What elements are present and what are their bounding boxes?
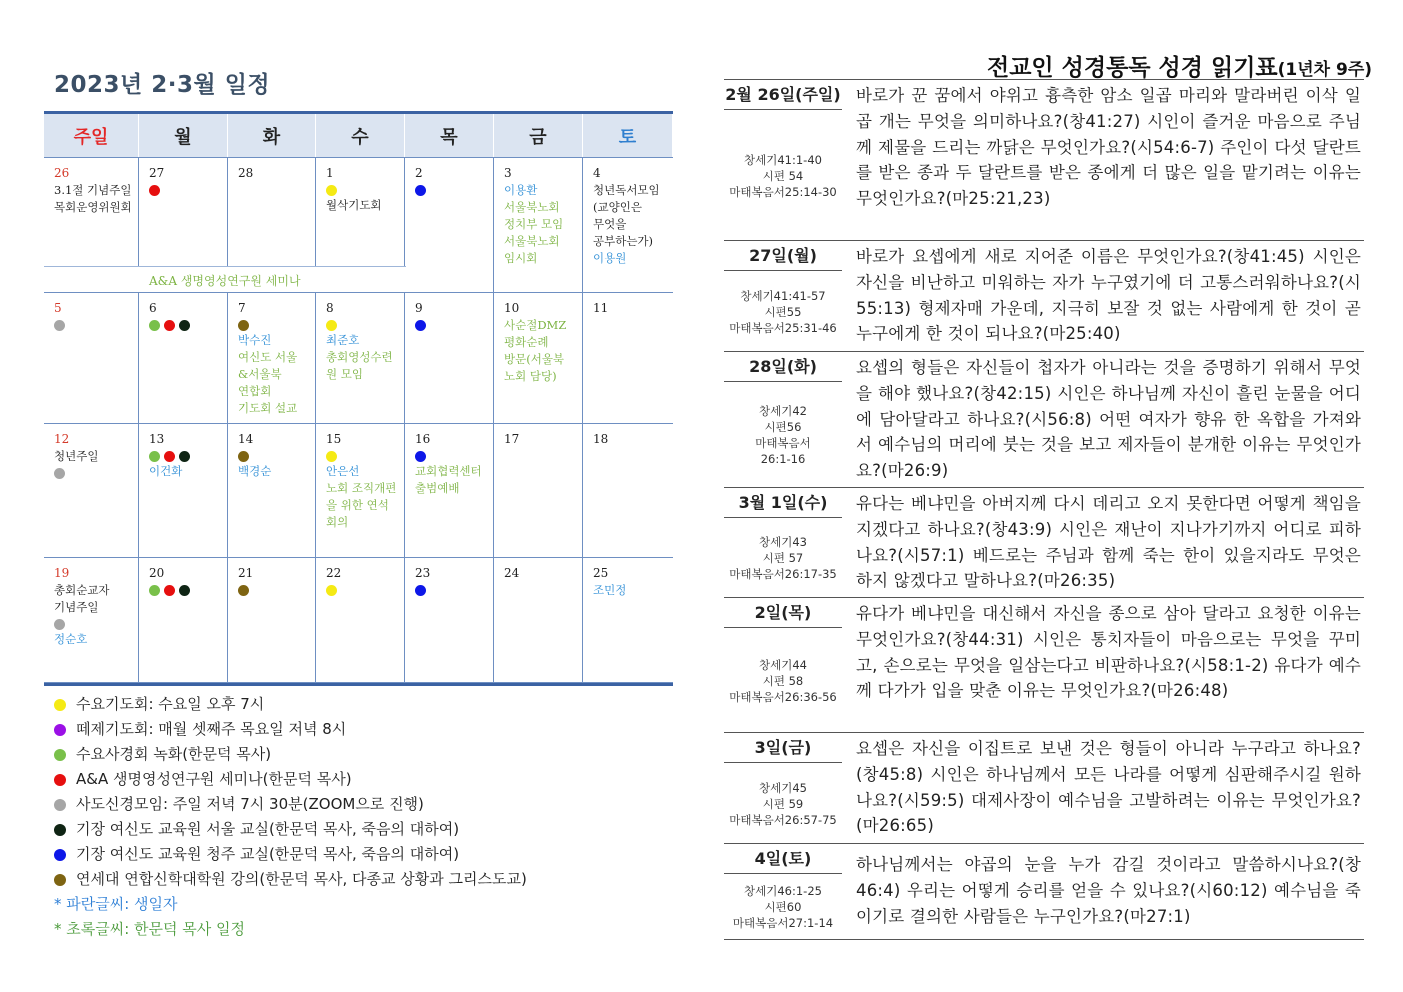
event-note: 목회운영위원회	[54, 200, 132, 214]
event-dot-red	[164, 585, 175, 596]
legend-dot-brown	[54, 874, 66, 886]
calendar-day-cell[interactable]	[405, 158, 494, 292]
event-note: 원 모임	[326, 367, 363, 381]
event-note: 이용원	[593, 251, 627, 265]
legend-label: 떼제기도회: 매월 셋째주 목요일 저녁 8시	[76, 720, 347, 738]
event-note: 월삭기도회	[326, 198, 382, 212]
day-number: 17	[504, 432, 520, 446]
calendar-day-cell[interactable]	[228, 158, 316, 266]
reading-entry-refs	[724, 152, 842, 200]
event-dots	[54, 618, 138, 630]
event-dot-black	[179, 320, 190, 331]
event-dot-gray	[54, 619, 65, 630]
legend-label: 수요사경회 녹화(한문덕 목사)	[76, 745, 272, 763]
calendar-weekday-header	[44, 114, 673, 158]
event-dots	[326, 319, 404, 331]
day-number: 26	[54, 166, 70, 180]
weekday-header-4: 목	[405, 114, 494, 157]
event-dots	[238, 450, 315, 462]
event-dot-brown	[238, 451, 249, 462]
day-number: 15	[326, 432, 342, 446]
seminar-band: A&A 생명영성연구원 세미나	[44, 266, 406, 292]
calendar-day-cell[interactable]	[494, 158, 583, 292]
legend-dot-red	[54, 774, 66, 786]
event-dots	[415, 450, 493, 462]
event-note: 노회 조직개편	[326, 481, 397, 495]
event-note: 기념주일	[54, 600, 99, 614]
event-dots	[149, 319, 227, 331]
weekday-header-2: 화	[228, 114, 316, 157]
event-note: (교양인은	[593, 200, 642, 214]
weekday-header-5: 금	[494, 114, 583, 157]
event-note: 회의	[326, 515, 349, 529]
calendar-day-cell[interactable]	[139, 293, 228, 423]
reading-entry	[724, 844, 1364, 940]
reading-ref: 26:1-16	[760, 452, 806, 466]
calendar-day-cell[interactable]	[405, 558, 494, 682]
legend-dot-gray	[54, 799, 66, 811]
calendar-day-cell[interactable]	[228, 293, 316, 423]
reading-ref: 마태복음서26:36-56	[729, 689, 837, 704]
day-number: 6	[149, 301, 157, 315]
legend-item	[54, 742, 527, 767]
reading-ref: 마태복음서25:31-46	[729, 320, 837, 335]
calendar-day-cell[interactable]	[405, 293, 494, 423]
legend-dot-green	[54, 749, 66, 761]
legend-label: 기장 여신도 교육원 청주 교실(한문덕 목사, 죽음의 대하여)	[76, 845, 460, 863]
calendar-week-2	[44, 293, 673, 424]
reading-ref: 시편56	[764, 420, 802, 434]
event-dots	[326, 450, 404, 462]
event-dot-yellow	[326, 585, 337, 596]
day-number: 12	[54, 432, 70, 446]
calendar-week-4	[44, 558, 673, 683]
reading-entry-refs	[724, 534, 842, 582]
legend-item	[54, 717, 527, 742]
calendar-day-cell[interactable]	[494, 424, 583, 557]
legend-note: * 초록글씨: 한문덕 목사 일정	[54, 920, 246, 938]
event-note: 연합회	[238, 384, 272, 398]
reading-ref: 시편55	[764, 304, 802, 319]
reading-entry-date: 3일(금)	[724, 733, 842, 763]
event-note: 총회영성수련	[326, 350, 393, 364]
reading-entry-date: 27일(월)	[724, 241, 842, 271]
calendar-day-cell[interactable]	[44, 293, 139, 423]
reading-entry-question: 유다는 베냐민을 아버지께 다시 데리고 오지 못한다면 어떻게 책임을 지겠다고 하나요?(창43:9) 시인은 재난이 지나가기까지 어디로 피하나요?(시57:1) 베드로는 주님과 함께 죽는 한이 있을지라도 무엇은 하지 않겠다고 말하나요?(마26:35)	[856, 494, 1361, 591]
event-dot-red	[164, 320, 175, 331]
reading-ref: 시편 58	[762, 673, 804, 688]
reading-entry	[724, 733, 1364, 844]
event-note: 공부하는가)	[593, 234, 654, 248]
event-note: 안은선	[326, 464, 360, 478]
day-number: 16	[415, 432, 431, 446]
calendar-day-cell[interactable]	[44, 558, 139, 682]
reading-ref: 마태복음서26:17-35	[729, 567, 837, 581]
event-dot-green	[149, 451, 160, 462]
calendar-day-cell[interactable]	[139, 158, 228, 266]
reading-entry	[724, 598, 1364, 733]
legend-dot-blue	[54, 849, 66, 861]
event-note: 서울북노회	[504, 200, 560, 214]
event-dot-gray	[54, 468, 65, 479]
event-note: 총회순교자	[54, 583, 110, 597]
reading-entry-refs	[724, 657, 842, 705]
reading-entry-date: 3월 1일(수)	[724, 488, 842, 518]
calendar-day-cell[interactable]	[494, 558, 583, 682]
event-note: 정순호	[54, 632, 88, 646]
event-dots	[415, 184, 493, 196]
reading-entry-question: 바로가 요셉에게 새로 지어준 이름은 무엇인가요?(창41:45) 시인은 자신을 비난하고 미워하는 자가 누구였기에 더 고통스러워하나요?(시55:13) 형제자매 가운데, 지극히 보잘 것 없는 사람에게 한 것이 곧 누구에게 한 것이 되나요?(마25:40)	[856, 247, 1361, 344]
event-note: 평화순례	[504, 335, 549, 349]
legend-dot-yellow	[54, 699, 66, 711]
reading-entry	[724, 488, 1364, 598]
reading-plan-subtitle: (1년차 9주)	[1277, 60, 1373, 80]
reading-entry-refs	[724, 288, 842, 336]
event-note: 이건화	[149, 464, 183, 478]
legend-label: 연세대 연합신학대학원 강의(한문덕 목사, 다종교 상황과 그리스도교)	[76, 870, 527, 888]
calendar-grid	[44, 158, 673, 686]
event-note: 3.1절 기념주일	[54, 183, 132, 197]
day-number: 13	[149, 432, 165, 446]
event-note: 최준호	[326, 333, 360, 347]
event-note: 서울북노회	[504, 234, 560, 248]
calendar-day-cell[interactable]	[494, 293, 583, 423]
weekday-header-3: 수	[316, 114, 405, 157]
reading-entry-question: 요셉은 자신을 이집트로 보낸 것은 형들이 아니라 누구라고 하나요?(창45:8) 시인은 하나님께서 모든 나라를 어떻게 심판해주시길 원하나요?(시59:5) 대제사장이 예수님을 고발하려는 이유는 무엇인가요?(마26:65)	[856, 739, 1361, 836]
reading-ref: 마태복음서27:1-14	[732, 916, 834, 930]
calendar-week-3	[44, 424, 673, 558]
event-dot-brown	[238, 320, 249, 331]
reading-entry-date: 4일(토)	[724, 844, 842, 874]
day-number: 23	[415, 566, 431, 580]
reading-ref: 창세기44	[759, 657, 807, 672]
reading-ref: 창세기41:1-40	[744, 152, 822, 167]
day-number: 21	[238, 566, 254, 580]
reading-ref: 시편 57	[762, 551, 804, 565]
day-number: 20	[149, 566, 165, 580]
reading-ref: 시편 59	[762, 796, 804, 811]
legend-dot-black	[54, 824, 66, 836]
reading-ref: 창세기45	[759, 780, 807, 795]
reading-entry-refs	[724, 883, 842, 931]
reading-ref: 창세기42	[759, 404, 807, 418]
event-note: 노회 담당)	[504, 369, 557, 383]
event-dot-brown	[238, 585, 249, 596]
reading-entry	[724, 80, 1364, 241]
calendar	[44, 111, 673, 686]
event-dot-red	[149, 185, 160, 196]
reading-ref: 창세기43	[759, 535, 807, 549]
reading-entry	[724, 352, 1364, 488]
legend-label: 사도신경모임: 주일 저녁 7시 30분(ZOOM으로 진행)	[76, 795, 424, 813]
day-number: 2	[415, 166, 423, 180]
day-number: 5	[54, 301, 62, 315]
legend-item	[54, 817, 527, 842]
event-note: 을 위한 연석	[326, 498, 389, 512]
legend-item	[54, 692, 527, 717]
day-number: 4	[593, 166, 601, 180]
event-dots	[415, 584, 493, 596]
day-number: 28	[238, 166, 254, 180]
legend-item	[54, 867, 527, 892]
event-dots	[149, 450, 227, 462]
event-note: &서울북	[238, 367, 282, 381]
calendar-day-cell[interactable]	[228, 424, 316, 557]
event-note: 여신도 서울	[238, 350, 298, 364]
legend	[54, 692, 527, 942]
event-dots	[54, 467, 138, 479]
event-note: 무엇을	[593, 217, 627, 231]
legend-item	[54, 842, 527, 867]
event-dot-blue	[415, 320, 426, 331]
legend-note: * 파란글씨: 생일자	[54, 895, 178, 913]
event-note: 사순절DMZ	[504, 318, 567, 332]
reading-ref: 시편 54	[762, 168, 804, 183]
day-number: 18	[593, 432, 609, 446]
event-note: 이용환	[504, 183, 538, 197]
day-number: 14	[238, 432, 254, 446]
event-dot-green	[149, 585, 160, 596]
reading-ref: 창세기41:41-57	[740, 288, 826, 303]
calendar-day-cell[interactable]	[583, 424, 673, 557]
day-number: 25	[593, 566, 609, 580]
event-dots	[326, 184, 404, 196]
weekday-header-1: 월	[139, 114, 228, 157]
event-dots	[149, 584, 227, 596]
event-dot-gray	[54, 320, 65, 331]
event-dots	[238, 584, 315, 596]
event-note: 기도회 설교	[238, 401, 298, 415]
reading-entry-question: 요셉의 형들은 자신들이 첩자가 아니라는 것을 증명하기 위해서 무엇을 해야 했나요?(창42:15) 시인은 하나님께 자신이 흘린 눈물을 어디에 담아달라고 하나요?(시56:8) 어떤 여자가 향유 한 옥합을 가져와서 예수님의 머리에 붓는 것을 보고 제자들이 분개한 이유는 무엇인가요?(마26:9)	[856, 358, 1361, 481]
calendar-day-cell[interactable]	[44, 158, 139, 266]
reading-entry-refs	[724, 403, 842, 467]
reading-entry-refs	[724, 780, 842, 828]
day-number: 11	[593, 301, 609, 315]
event-dots	[238, 319, 315, 331]
event-dots	[326, 584, 404, 596]
reading-entry	[724, 241, 1364, 352]
event-dots	[149, 184, 227, 196]
event-dot-black	[179, 451, 190, 462]
calendar-day-cell[interactable]	[316, 293, 405, 423]
calendar-day-cell[interactable]	[139, 558, 228, 682]
day-number: 8	[326, 301, 334, 315]
reading-ref: 창세기46:1-25	[744, 884, 822, 898]
event-dot-black	[179, 585, 190, 596]
reading-entry-question: 하나님께서는 야곱의 눈을 누가 감길 것이라고 말씀하시나요?(창46:4) 우리는 어떻게 승리를 얻을 수 있나요?(시60:12) 예수님을 죽이기로 결의한 사람들은 누구인가요?(마27:1)	[856, 855, 1361, 926]
event-note: 조민정	[593, 583, 627, 597]
calendar-day-cell[interactable]	[583, 293, 673, 423]
reading-entry-question: 바로가 꾼 꿈에서 야위고 흉측한 암소 일곱 마리와 말라버린 이삭 일곱 개는 무엇을 의미하나요?(창41:27) 시인이 즐거운 마음으로 주님께 제물을 드리는 까닭은 무엇인가요?(시54:6-7) 주인이 다섯 달란트를 받은 종과 두 달란트를 받은 종에게 더 많은 일을 맡기려는 이유는 무엇인가요?(마25:21,23)	[856, 86, 1361, 209]
event-note: 임시회	[504, 251, 538, 265]
day-number: 22	[326, 566, 342, 580]
event-note: 청년독서모임	[593, 183, 660, 197]
reading-ref: 마태복음서26:57-75	[729, 812, 837, 827]
calendar-day-cell[interactable]	[44, 424, 139, 557]
reading-ref: 시편60	[764, 900, 802, 914]
reading-entry-date: 28일(화)	[724, 352, 842, 382]
reading-entry-date: 2월 26일(주일)	[724, 80, 842, 110]
calendar-day-cell[interactable]	[139, 424, 228, 557]
reading-plan-title	[987, 49, 1372, 82]
calendar-day-cell[interactable]	[316, 558, 405, 682]
event-note: 출범예배	[415, 481, 460, 495]
event-dots	[54, 319, 138, 331]
event-note: 청년주일	[54, 449, 99, 463]
day-number: 7	[238, 301, 246, 315]
reading-entry-date: 2일(목)	[724, 598, 842, 628]
reading-ref: 마태복음서	[755, 436, 811, 450]
day-number: 3	[504, 166, 512, 180]
event-note: 박수진	[238, 333, 272, 347]
event-dot-blue	[415, 185, 426, 196]
event-dots	[415, 319, 493, 331]
weekday-header-6: 토	[583, 114, 673, 157]
legend-item	[54, 767, 527, 792]
day-number: 9	[415, 301, 423, 315]
event-dot-yellow	[326, 185, 337, 196]
event-note: 방문(서울북	[504, 352, 565, 366]
reading-entry-question: 유다가 베냐민을 대신해서 자신을 종으로 삼아 달라고 요청한 이유는 무엇인가요?(창44:31) 시인은 통치자들이 마음으로는 무엇을 꾸미고, 손으로는 무엇을 일삼는다고 비판하나요?(시58:1-2) 유다가 예수께 다가가 입을 맞춘 이유는 무엇인가요?(마26:48)	[856, 604, 1361, 701]
calendar-day-cell[interactable]	[228, 558, 316, 682]
event-note: 교회협력센터	[415, 464, 482, 478]
event-note: 정치부 모임	[504, 217, 564, 231]
day-number: 1	[326, 166, 334, 180]
legend-label: 수요기도회: 수요일 오후 7시	[76, 695, 265, 713]
event-dot-blue	[415, 451, 426, 462]
weekday-header-0: 주일	[44, 114, 139, 157]
calendar-day-cell[interactable]	[316, 158, 405, 266]
event-dot-yellow	[326, 451, 337, 462]
legend-label: 기장 여신도 교육원 서울 교실(한문덕 목사, 죽음의 대하여)	[76, 820, 460, 838]
event-dot-yellow	[326, 320, 337, 331]
legend-label: A&A 생명영성연구원 세미나(한문덕 목사)	[76, 770, 352, 788]
event-dot-blue	[415, 585, 426, 596]
reading-ref: 마태복음서25:14-30	[729, 184, 837, 199]
event-dot-red	[164, 451, 175, 462]
legend-item	[54, 792, 527, 817]
day-number: 24	[504, 566, 520, 580]
calendar-title: 2023년 2·3월 일정	[54, 72, 271, 98]
calendar-day-cell[interactable]	[405, 424, 494, 557]
event-note: 백경순	[238, 464, 272, 478]
calendar-day-cell[interactable]	[583, 558, 673, 682]
day-number: 19	[54, 566, 70, 580]
legend-dot-purple	[54, 724, 66, 736]
calendar-day-cell[interactable]	[316, 424, 405, 557]
event-dot-green	[149, 320, 160, 331]
day-number: 10	[504, 301, 520, 315]
day-number: 27	[149, 166, 165, 180]
reading-plan-title-main: 전교인 성경통독 성경 읽기표	[987, 55, 1278, 81]
calendar-day-cell[interactable]	[583, 158, 673, 292]
